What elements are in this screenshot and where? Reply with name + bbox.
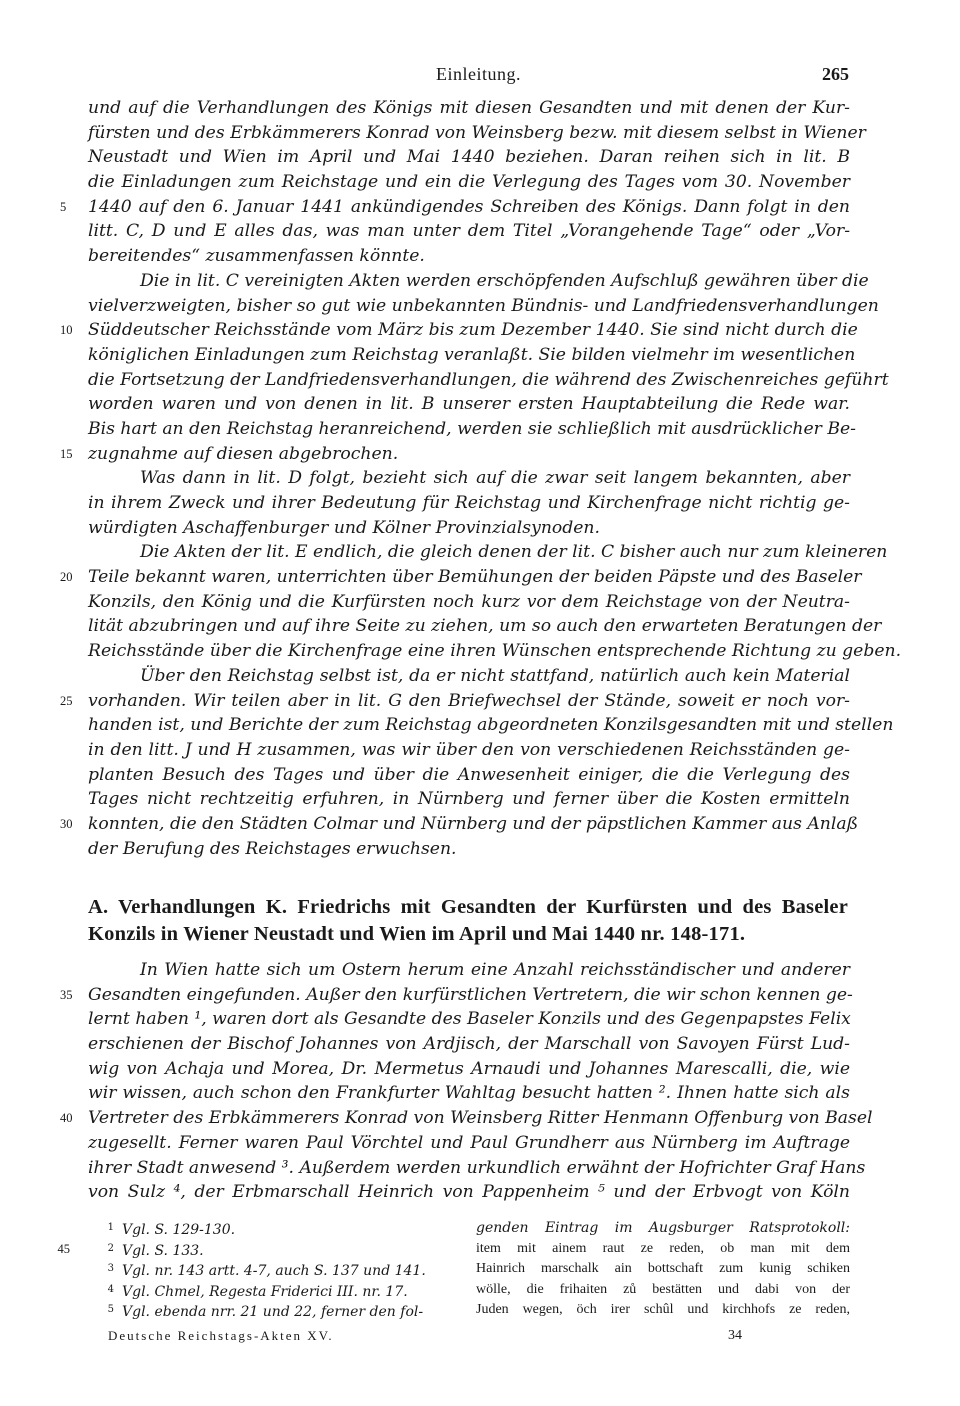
footnotes-column-left [57, 1218, 458, 1321]
text-line: der Berufung des Reichstages erwuchsen. [88, 838, 457, 859]
section-heading-line: A. Verhandlungen K. Friedrichs mit Gesandten der Kurfürsten und des Baseler [88, 896, 848, 918]
text-line: Die Akten der lit. E endlich, die gleich denen der lit. C bisher auch nur zum kleineren [140, 542, 888, 563]
intro-text [60, 96, 902, 861]
footnote-number: 3 [107, 1263, 114, 1274]
text-line: Reichsstände über die Kirchenfrage eine ihren Wünschen entsprechende Richtung zu geben. [88, 641, 902, 662]
text-line: litt. C, D und E alles das, was man unter dem Titel „Vorangehende Tage“ oder „Vor- [88, 221, 850, 242]
footnote [88, 1300, 458, 1321]
section-text [60, 958, 873, 1205]
footnote [88, 1218, 458, 1239]
text-line-wrap [60, 565, 862, 590]
text-line: wig von Achaja und Morea, Dr. Mermetus Arnaudi und Johannes Marescalli, die, wie [88, 1058, 850, 1079]
text-line-wrap [60, 983, 853, 1008]
text-line: handen ist, und Berichte der zum Reichstag abgeordneten Konzilsgesandten mit und stellen [88, 715, 894, 736]
text-line-wrap [60, 689, 850, 714]
text-line: konnten, die den Städten Colmar und Nürnberg und der päpstlichen Kammer aus Anlaß [88, 813, 859, 834]
text-line-wrap [60, 442, 850, 467]
footnote [88, 1259, 458, 1280]
footnote-continuation: genden Eintrag im Augsburger Ratsprotokoll: [476, 1220, 850, 1236]
text-line: worden waren und von denen in lit. B unserer ersten Hauptabteilung die Rede war. [88, 394, 850, 415]
line-number: 45 [57, 1241, 70, 1256]
text-line: vielverzweigten, bisher so gut wie unbekannten Bündnis- und Landfriedensverhandlungen [88, 295, 879, 316]
line-number: 25 [60, 693, 73, 708]
text-line: lernt haben ¹, waren dort als Gesandte des Baseler Konzils und des Gegenpapstes Felix [88, 1009, 851, 1030]
footnote-continuation: item mit ainem raut ze reden, ob man mit dem [476, 1240, 850, 1256]
text-line: Was dann in lit. D folgt, bezieht sich auf die zwar seit langem bekannten, aber [140, 468, 850, 489]
line-number: 35 [60, 987, 73, 1002]
text-line: zugnahme auf diesen abgebrochen. [88, 443, 399, 464]
text-line: vorhanden. Wir teilen aber in lit. G den Briefwechsel der Stände, soweit er noch vor- [88, 690, 850, 711]
text-line: ihrer Stadt anwesend ³. Außerdem werden urkundlich erwähnt der Hofrichter Graf Hans [88, 1157, 866, 1178]
footnote-text: Vgl. Chmel, Regesta Friderici III. nr. 17. [122, 1283, 408, 1300]
text-line: Teile bekannt waren, unterrichten über Bemühungen der beiden Päpste und des Baseler [88, 567, 862, 588]
text-line: Die in lit. C vereinigten Akten werden erschöpfenden Aufschluß gewähren über die [140, 270, 869, 291]
text-line: Tages nicht rechtzeitig erfuhren, in Nürnberg und ferner über die Kosten ermitteln [88, 789, 850, 810]
footnote-number: 5 [107, 1304, 114, 1315]
text-line: Neustadt und Wien im April und Mai 1440 beziehen. Daran reihen sich in lit. B [88, 147, 850, 168]
footnote [57, 1239, 458, 1260]
text-line: zugesellt. Ferner waren Paul Vörchtel und Paul Grundherr aus Nürnberg im Auftrage [88, 1132, 850, 1153]
footnote-text: Vgl. nr. 143 artt. 4-7, auch S. 137 und 141. [122, 1263, 426, 1279]
text-line: königlichen Einladungen zum Reichstag veranlaßt. Sie bilden vielmehr im wesentlichen [88, 344, 856, 365]
footnotes-column-right [476, 1218, 850, 1321]
text-line: die Einladungen zum Reichstage und ein die Verlegung des Tages vom 30. November [88, 172, 850, 193]
line-number: 20 [60, 570, 73, 585]
footnote-continuation: Juden wegen, öch irer schûl und kirchhofs ze reden, [476, 1302, 850, 1317]
text-line-wrap [60, 318, 858, 343]
text-line: Bis hart an den Reichstag heranreichend, werden sie schließlich mit ausdrücklicher Be- [88, 418, 856, 439]
text-line: erschienen der Bischof Johannes von Ardjisch, der Marschall von Savoyen Fürst Lud- [88, 1034, 850, 1055]
text-line: 1440 auf den 6. Januar 1441 ankündigendes Schreiben des Königs. Dann folgt in den [88, 196, 850, 217]
text-line: lität abzubringen und auf ihre Seite zu ziehen, um so auch den erwarteten Beratungen der [88, 616, 882, 637]
text-line: In Wien hatte sich um Ostern herum eine Anzahl reichsständischer und anderer [140, 960, 850, 980]
text-line: Konzils, den König und die Kurfürsten noch kurz vor dem Reichstage von der Neutra- [88, 591, 850, 612]
line-number: 30 [60, 816, 73, 831]
text-line: bereitendes“ zusammenfassen könnte. [88, 246, 425, 267]
footnote-text: Vgl. S. 133. [122, 1242, 204, 1259]
line-number: 15 [60, 446, 73, 461]
text-line-wrap [60, 812, 859, 837]
sheet-signature: 34 [728, 1328, 742, 1343]
footnote-continuation: Hainrich marschalk ain bottschaft zum kunig schiken [476, 1261, 850, 1276]
footnote-text: Vgl. S. 129-130. [122, 1222, 236, 1238]
text-line: in den litt. J und H zusammen, was wir über den von verschiedenen Reichsständen ge- [88, 739, 850, 760]
text-line: Vertreter des Erbkämmerers Konrad von Weinsberg Ritter Henmann Offenburg von Basel [88, 1108, 873, 1129]
footer-title: Deutsche Reichstags-Akten XV. [108, 1328, 334, 1343]
text-line-wrap [60, 195, 850, 220]
section-heading-line: Konzils in Wiener Neustadt und Wien im April und Mai 1440 nr. 148-171. [88, 923, 746, 945]
text-line: in ihrem Zweck und ihrer Bedeutung für Reichstag und Kirchenfrage nicht richtig ge- [88, 493, 850, 513]
text-line: wir wissen, auch schon den Frankfurter Wahltag besucht hatten ². Ihnen hatte sich als [88, 1083, 850, 1104]
line-number: 5 [60, 199, 67, 214]
line-number: 40 [60, 1111, 73, 1126]
footnote-number: 2 [107, 1242, 114, 1254]
running-title: Einleitung. [436, 64, 521, 84]
text-line: fürsten und des Erbkämmerers Konrad von Weinsberg bezw. mit diesem selbst in Wiener [88, 122, 866, 143]
footnote-continuation: wölle, die frihaiten zů bestätten und dabi von der [476, 1281, 850, 1297]
text-line-wrap [60, 1106, 873, 1131]
footnote-number: 4 [107, 1283, 114, 1295]
section-heading [88, 894, 848, 948]
text-line: planten Besuch des Tages und über die Anwesenheit einiger, die die Verlegung des [88, 764, 850, 785]
page-footer [108, 1328, 768, 1348]
line-number: 10 [60, 323, 73, 338]
page-number: 265 [822, 64, 849, 84]
running-header [0, 64, 960, 86]
text-line: würdigten Aschaffenburger und Kölner Provinzialsynoden. [88, 517, 600, 538]
text-line: von Sulz ⁴, der Erbmarschall Heinrich von Pappenheim ⁵ und der Erbvogt von Köln [88, 1182, 850, 1203]
footnote [88, 1280, 458, 1301]
text-line: die Fortsetzung der Landfriedensverhandlungen, die während des Zwischenreiches geführt [88, 369, 889, 390]
text-line: Süddeutscher Reichsstände vom März bis zum Dezember 1440. Sie sind nicht durch die [88, 320, 858, 341]
text-line: Gesandten eingefunden. Außer den kurfürstlichen Vertretern, die wir schon kennen ge- [88, 984, 853, 1005]
text-line: und auf die Verhandlungen des Königs mit diesen Gesandten und mit denen der Kur- [88, 98, 850, 118]
footnote-number: 1 [107, 1222, 114, 1233]
footnote-text: Vgl. ebenda nrr. 21 und 22, ferner den fol- [122, 1304, 424, 1320]
text-line: Über den Reichstag selbst ist, da er nicht stattfand, natürlich auch kein Material [140, 665, 850, 686]
